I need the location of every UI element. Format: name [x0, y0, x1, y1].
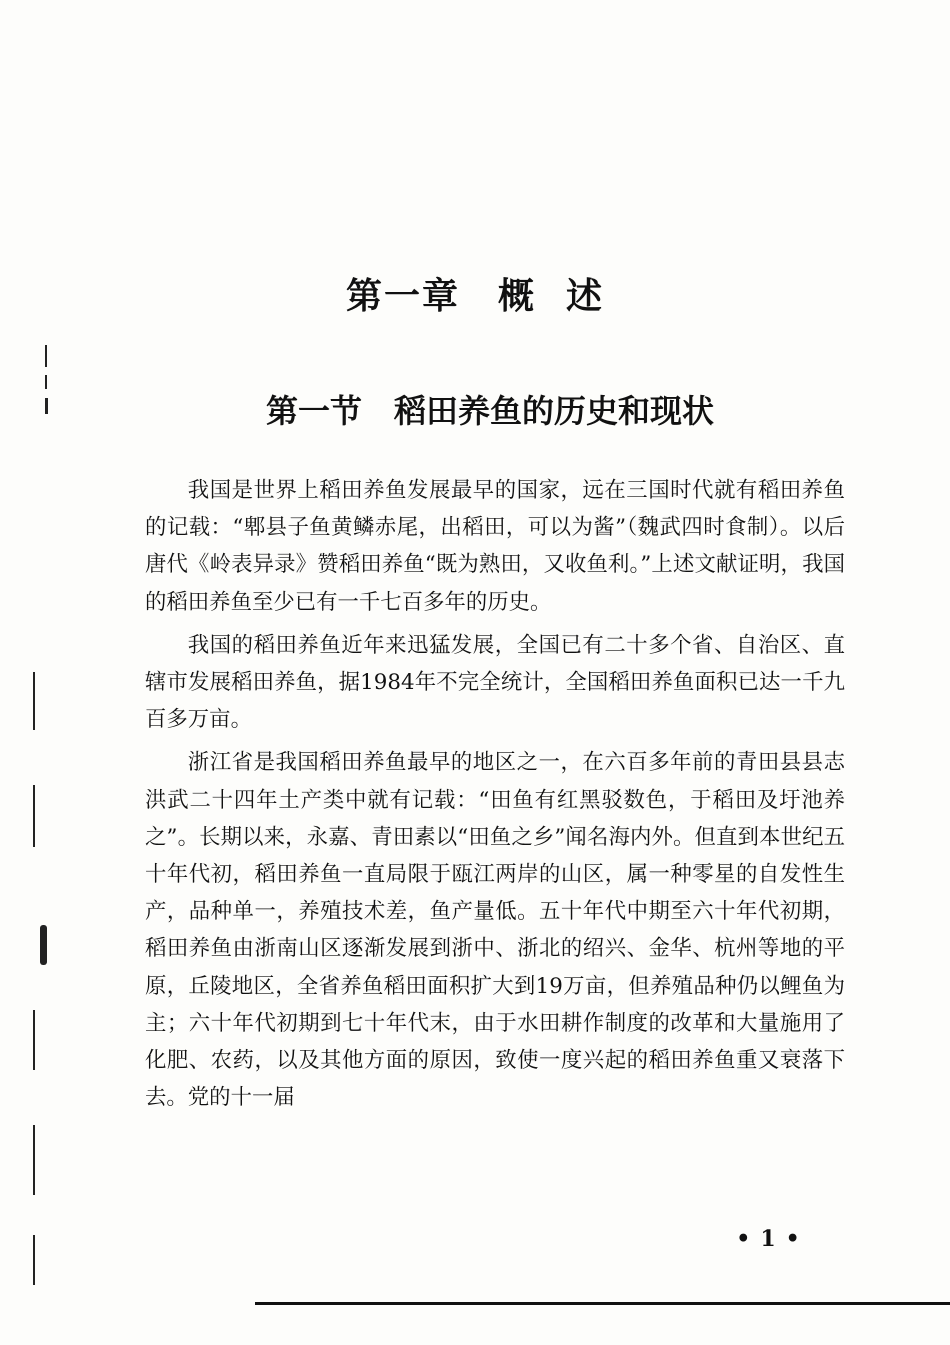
scan-mark [40, 925, 47, 965]
chapter-title [0, 268, 950, 319]
scan-mark [33, 785, 35, 847]
page-number-dot: • [785, 1226, 810, 1252]
section-label: 第一节 [265, 392, 362, 430]
bottom-rule [255, 1302, 950, 1305]
page-number-value: 1 [760, 1226, 786, 1252]
scan-mark [33, 1125, 35, 1195]
scan-mark [45, 345, 47, 367]
page-number-dot: • [736, 1226, 761, 1252]
chapter-label: 第一章 [345, 275, 460, 317]
section-heading: 稻田养鱼的历史和现状 [394, 392, 715, 430]
paragraph: 我国的稻田养鱼近年来迅猛发展，全国已有二十多个省、自治区、直辖市发展稻田养鱼，据1984年不完全统计，全国稻田养鱼面积已达一千九百多万亩。 [145, 632, 845, 733]
scan-mark [33, 1235, 35, 1285]
chapter-title-part1: 概 [497, 275, 536, 317]
body-text [145, 472, 845, 1122]
scan-mark [33, 1010, 35, 1070]
paragraph: 浙江省是我国稻田养鱼最早的地区之一，在六百多年前的青田县县志洪武二十四年土产类中就有记载：“田鱼有红黑驳数色，于稻田及圩池养之”。长期以来，永嘉、青田素以“田鱼之乡”闻名海内外。但直到本世纪五十年代初，稻田养鱼一直局限于瓯江两岸的山区，属一种零星的自发性生产，品种单一，养殖技术差，鱼产量低。五十年代中期至六十年代初期，稻田养鱼由浙南山区逐渐发展到浙中、浙北的绍兴、金华、杭州等地的平原，丘陵地区，全省养鱼稻田面积扩大到19万亩，但养殖品种仍以鲤鱼为主；六十年代初期到七十年代末，由于水田耕作制度的改革和大量施用了化肥、农药，以及其他方面的原因，致使一度兴起的稻田养鱼重又衰落下去。党的十一届 [145, 750, 845, 1111]
page-number [728, 1226, 818, 1252]
section-title [0, 386, 950, 432]
scan-mark [33, 672, 35, 730]
chapter-title-part2: 述 [566, 275, 605, 317]
paragraph: 我国是世界上稻田养鱼发展最早的国家，远在三国时代就有稻田养鱼的记载：“郫县子鱼黄鳞赤尾，出稻田，可以为酱”（魏武四时食制）。以后唐代《岭表异录》赞稻田养鱼“既为熟田，又收鱼利。”上述文献证明，我国的稻田养鱼至少已有一千七百多年的历史。 [145, 478, 845, 615]
